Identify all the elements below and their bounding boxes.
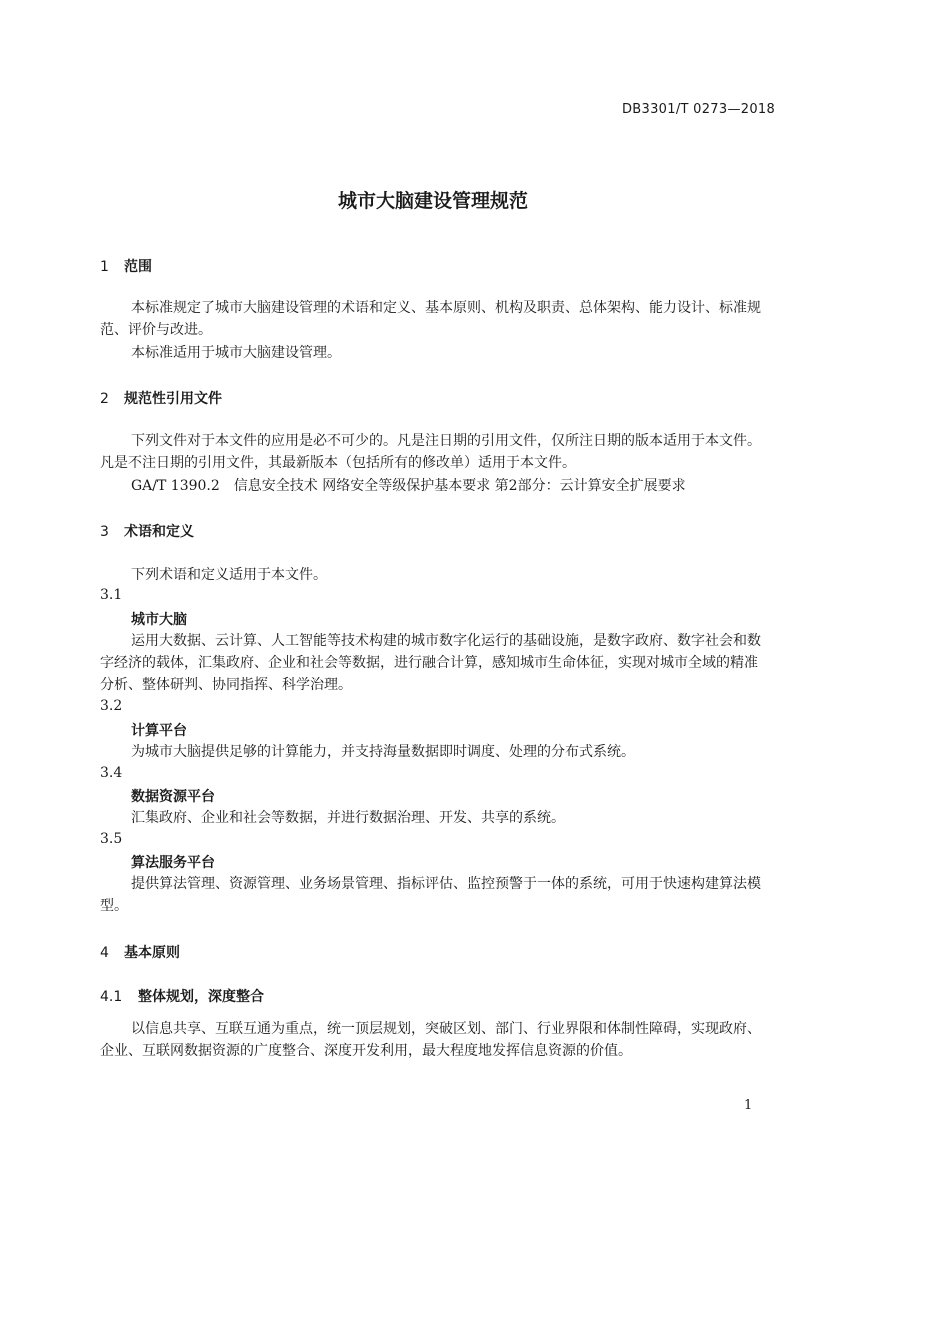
section-number: 2	[100, 391, 109, 407]
paragraph: 下列术语和定义适用于本文件。	[131, 567, 327, 583]
section-heading-2	[100, 388, 222, 408]
subsection-number: 4.1	[100, 989, 123, 1005]
term-definition: 为城市大脑提供足够的计算能力，并支持海量数据即时调度、处理的分布式系统。	[131, 744, 635, 760]
paragraph: 下列文件对于本文件的应用是必不可少的。凡是注日期的引用文件，仅所注日期的版本适用于本文件。凡是不注日期的引用文件，其最新版本（包括所有的修改单）适用于本文件。	[100, 433, 761, 471]
section-heading-4	[100, 942, 180, 962]
section-title: 范围	[124, 259, 152, 275]
term-name: 数据资源平台	[131, 789, 215, 805]
section-number: 1	[100, 259, 109, 275]
subsection-heading-4-1	[100, 986, 264, 1006]
section-title: 术语和定义	[124, 524, 194, 540]
term-number: 3.5	[100, 831, 123, 847]
section-heading-3	[100, 521, 194, 541]
subsection-title: 整体规划，深度整合	[138, 989, 264, 1005]
term-definition: 运用大数据、云计算、人工智能等技术构建的城市数字化运行的基础设施，是数字政府、数字社会和数字经济的载体，汇集政府、企业和社会等数据，进行融合计算，感知城市生命体征，实现对城市全域的精准分析、整体研判、协同指挥、科学治理。	[100, 633, 761, 693]
reference-entry: GA/T 1390.2 信息安全技术 网络安全等级保护基本要求 第2部分：云计算安全扩展要求	[131, 478, 686, 494]
term-name: 算法服务平台	[131, 855, 215, 871]
paragraph: 本标准规定了城市大脑建设管理的术语和定义、基本原则、机构及职责、总体架构、能力设计、标准规范、评价与改进。	[100, 300, 761, 338]
term-name: 城市大脑	[131, 612, 187, 628]
document-title: 城市大脑建设管理规范	[337, 190, 528, 212]
page-number: 1	[744, 1098, 753, 1113]
section-number: 3	[100, 524, 109, 540]
document-number: DB3301/T 0273—2018	[622, 102, 776, 117]
section-number: 4	[100, 945, 109, 961]
term-definition: 提供算法管理、资源管理、业务场景管理、指标评估、监控预警于一体的系统，可用于快速构建算法模型。	[100, 876, 761, 914]
term-definition: 汇集政府、企业和社会等数据，并进行数据治理、开发、共享的系统。	[131, 810, 565, 826]
term-number: 3.1	[100, 587, 123, 603]
section-title: 基本原则	[124, 945, 180, 961]
term-number: 3.2	[100, 698, 123, 714]
section-title: 规范性引用文件	[124, 391, 222, 407]
paragraph: 以信息共享、互联互通为重点，统一顶层规划，突破区划、部门、行业界限和体制性障碍，实现政府、企业、互联网数据资源的广度整合、深度开发利用，最大程度地发挥信息资源的价值。	[100, 1021, 761, 1059]
paragraph: 本标准适用于城市大脑建设管理。	[131, 345, 341, 361]
term-name: 计算平台	[131, 723, 187, 739]
section-heading-1	[100, 256, 152, 276]
term-number: 3.4	[100, 765, 123, 781]
